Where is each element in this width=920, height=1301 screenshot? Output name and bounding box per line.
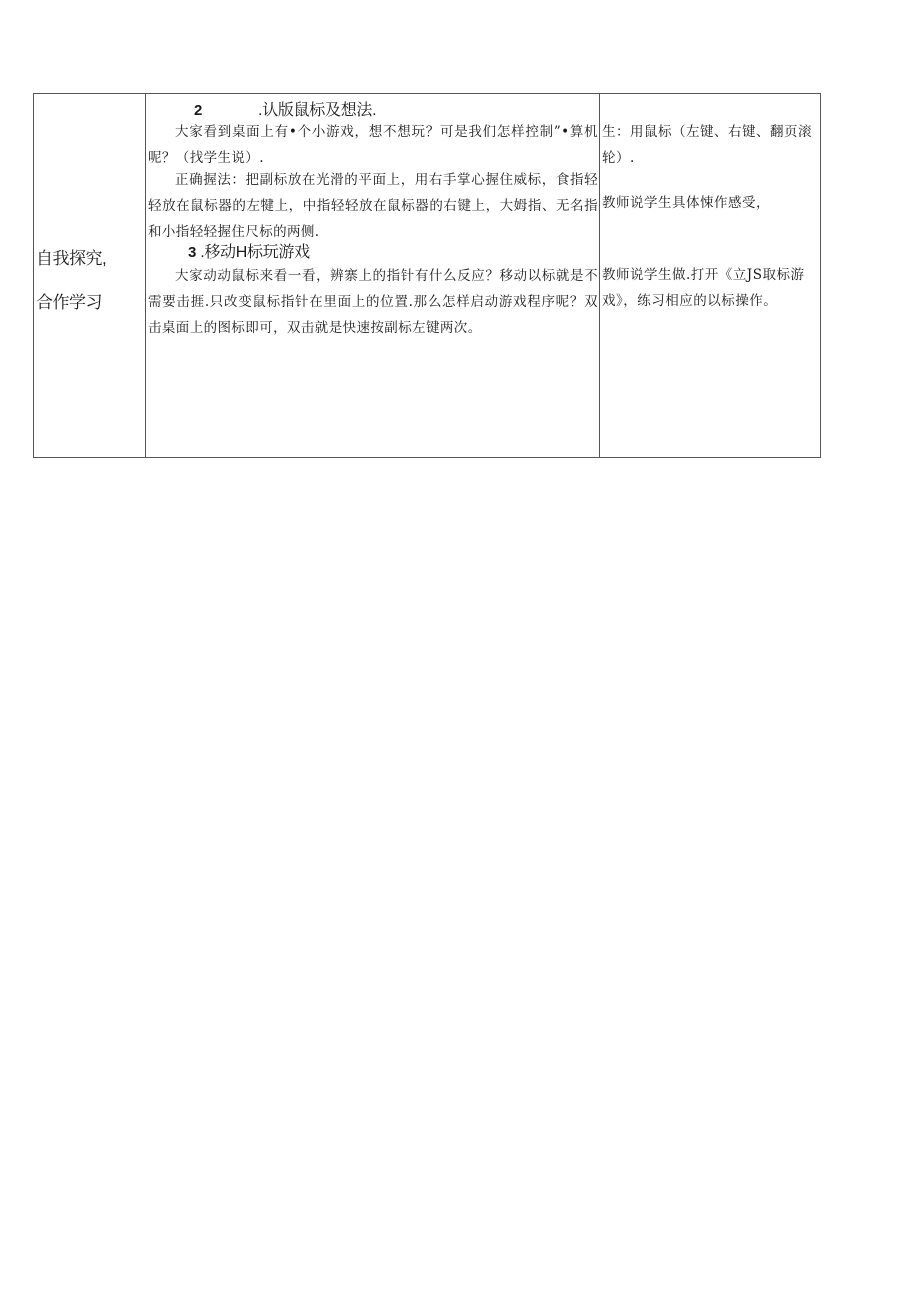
section-heading-3: [188, 239, 310, 262]
activity-student: 生：用鼠标（左键、右键、翻页滚轮）.: [602, 124, 812, 166]
activity-teacher-feedback: 教师说学生具体悚作感受，: [602, 195, 770, 211]
activity-cell: [599, 94, 820, 457]
paragraph-move-mouse: 大家动动鼠标来看一看，辨寨上的指针有什么反应？移动以标就是不需要击捱.只改变鼠标指针在里面上的位置.那么怎样启动游戏程序呢？双击桌面上的图标即可，双击就是快速按副标左键两次。: [148, 268, 598, 336]
section-title-2: .认版鼠标及想法.: [258, 102, 377, 119]
lesson-plan-table: [33, 93, 821, 458]
stage-label-line2: 合作学习: [36, 293, 102, 312]
paragraph-intro: 大家看到桌面上有•个小游戏，想不想玩？可是我们怎样控制”•算机呢？（找学生说）.: [148, 124, 598, 166]
section-number-2: 2: [194, 102, 203, 119]
paragraph-grip-method: 正确握法：把副标放在光滑的平面上，用右手掌心握住威标，食指轻轻放在鼠标器的左犍上，中指轻轻放在鼠标器的右键上，大姆指、无名指和小指轻轻握住尺标的两侧.: [148, 172, 598, 240]
content-cell: [145, 94, 600, 457]
stage-cell: [34, 94, 145, 457]
section-number-3: 3: [188, 244, 197, 261]
stage-label-line1: 自我探究,: [36, 249, 107, 268]
section-heading-2: [194, 97, 376, 120]
activity-teacher-practice: 教师说学生做.打开《立JS取标游戏》，练习相应的以标操作。: [602, 267, 805, 309]
section-title-3: .移动H标玩游戏: [200, 244, 310, 261]
